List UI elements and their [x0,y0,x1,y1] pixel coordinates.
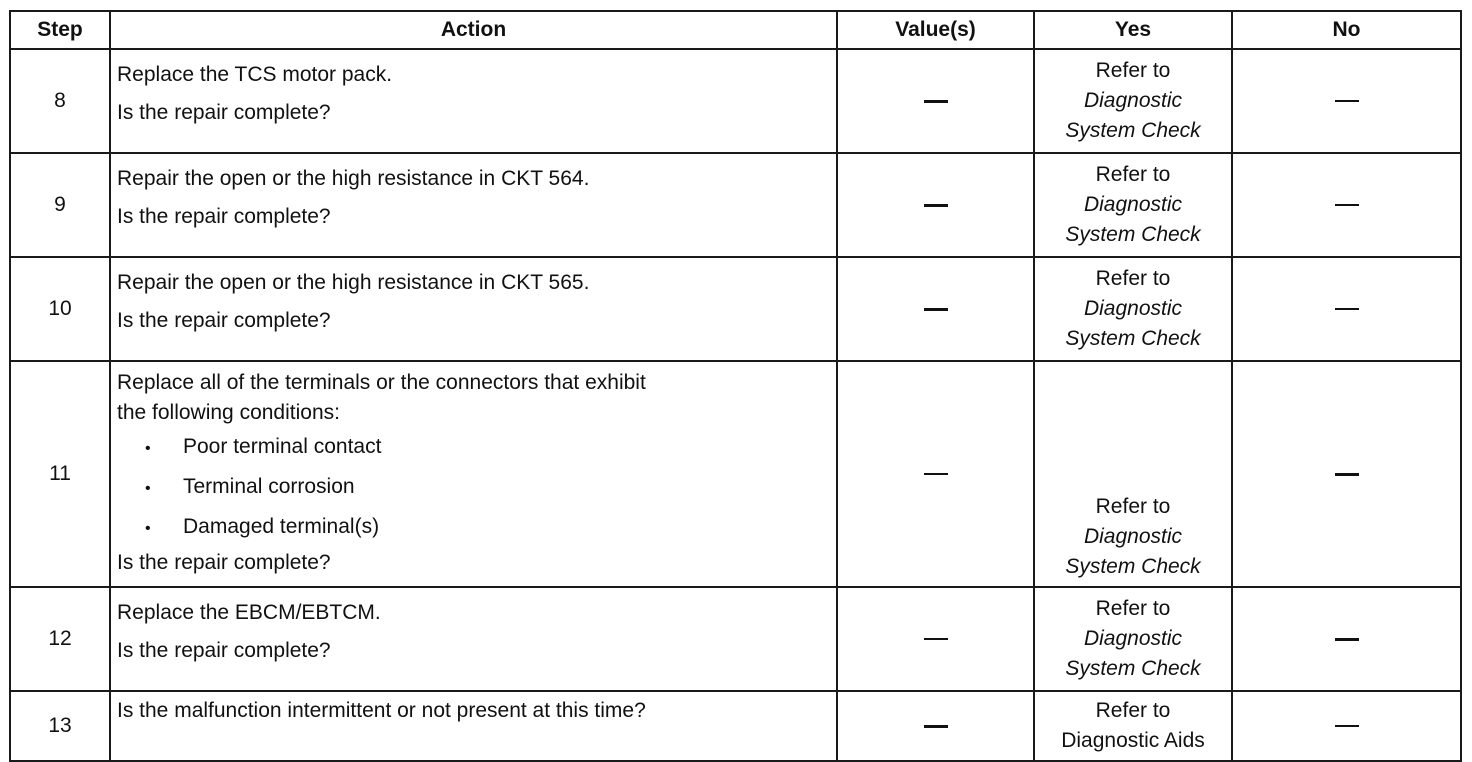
header-values: Value(s) [837,11,1034,49]
yes-cell [1034,587,1232,691]
action-cell [110,257,837,361]
no-dash [1335,473,1359,476]
value-dash [924,473,948,475]
action-cell [110,49,837,153]
no-cell [1232,257,1461,361]
table-row [10,49,1461,153]
step-number: 11 [10,361,110,587]
action-text: Replace the TCS motor pack. [117,63,393,86]
yes-cell [1034,361,1232,587]
action-text: Repair the open or the high resistance in CKT 564. [117,167,590,190]
action-text: the following conditions: [117,401,340,424]
value-cell [837,153,1034,257]
yes-link-line1[interactable]: Diagnostic [1083,193,1183,216]
no-dash [1335,725,1359,727]
yes-refer: Refer to [1095,267,1171,290]
no-cell [1232,153,1461,257]
yes-refer: Refer to [1095,597,1171,620]
value-dash [924,204,948,207]
condition-text: Terminal corrosion [183,475,355,498]
yes-link-line1[interactable]: Diagnostic [1083,525,1183,548]
action-text: Replace the EBCM/EBTCM. [117,601,381,624]
value-cell [837,691,1034,761]
action-cell [110,587,837,691]
step-number: 8 [10,49,110,153]
table-row [10,153,1461,257]
bullet-icon: • [145,480,151,497]
header-row [10,11,1461,49]
yes-refer: Refer to [1095,495,1171,518]
no-cell [1232,49,1461,153]
list-item [145,428,830,468]
value-dash [924,725,948,728]
yes-cell [1034,691,1232,761]
conditions-list [117,428,830,548]
step-number: 12 [10,587,110,691]
value-cell [837,361,1034,587]
no-dash [1335,308,1359,310]
step-number: 10 [10,257,110,361]
yes-link-line1[interactable]: Diagnostic [1083,297,1183,320]
list-item [145,508,830,548]
action-question: Is the repair complete? [117,309,331,332]
yes-link-line2[interactable]: System Check [1065,657,1201,680]
list-item [145,468,830,508]
table-row [10,691,1461,761]
yes-cell [1034,257,1232,361]
yes-link-line2[interactable]: System Check [1065,555,1201,578]
value-dash [924,100,948,103]
no-cell [1232,691,1461,761]
yes-link-line1[interactable]: Diagnostic [1083,89,1183,112]
yes-cell [1034,153,1232,257]
table-row [10,361,1461,587]
yes-refer: Refer to [1095,699,1171,722]
yes-link[interactable]: Diagnostic Aids [1061,729,1205,752]
action-question: Is the repair complete? [117,639,331,662]
condition-text: Damaged terminal(s) [183,515,380,538]
step-number: 13 [10,691,110,761]
action-cell [110,361,837,587]
no-dash [1335,100,1359,102]
no-cell [1232,587,1461,691]
table-row [10,257,1461,361]
value-dash [924,638,948,640]
header-no: No [1232,11,1461,49]
action-cell [110,153,837,257]
condition-text: Poor terminal contact [183,435,382,458]
action-question: Is the repair complete? [117,101,331,124]
yes-link-line1[interactable]: Diagnostic [1083,627,1183,650]
yes-refer: Refer to [1095,163,1171,186]
no-cell [1232,361,1461,587]
header-yes: Yes [1034,11,1232,49]
yes-link-line2[interactable]: System Check [1065,327,1201,350]
header-step: Step [10,11,110,49]
table-row [10,587,1461,691]
yes-link-line2[interactable]: System Check [1065,119,1201,142]
action-question: Is the repair complete? [117,205,331,228]
value-cell [837,257,1034,361]
value-cell [837,49,1034,153]
action-cell [110,691,837,761]
value-dash [924,308,948,311]
action-question: Is the repair complete? [117,551,331,574]
action-text: Repair the open or the high resistance in CKT 565. [117,271,590,294]
diagnostic-table [9,10,1462,762]
bullet-icon: • [145,440,151,457]
step-number: 9 [10,153,110,257]
header-action: Action [110,11,837,49]
no-dash [1335,204,1359,206]
bullet-icon: • [145,520,151,537]
yes-refer: Refer to [1095,59,1171,82]
yes-cell [1034,49,1232,153]
yes-link-line2[interactable]: System Check [1065,223,1201,246]
action-question: Is the malfunction intermittent or not present at this time? [117,699,646,722]
action-text: Replace all of the terminals or the connectors that exhibit [117,371,646,394]
value-cell [837,587,1034,691]
no-dash [1335,638,1359,641]
